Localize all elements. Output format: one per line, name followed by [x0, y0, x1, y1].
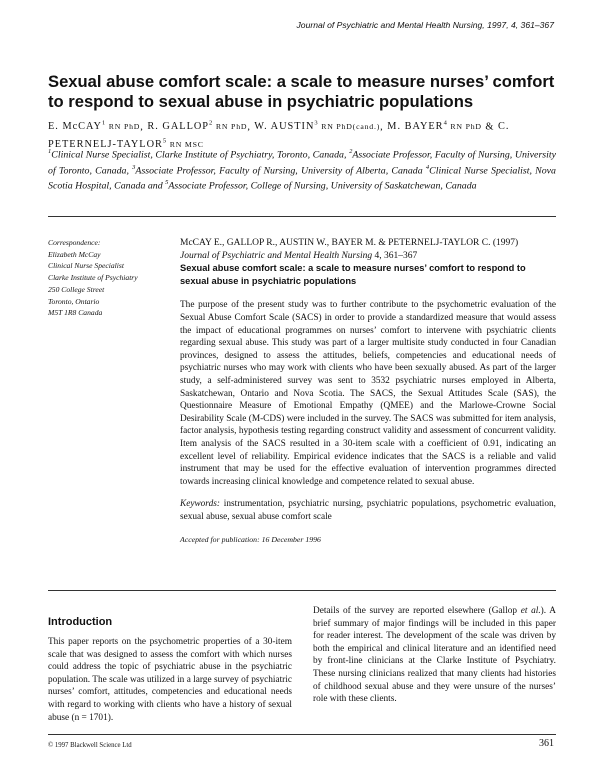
correspondence-line: Toronto, Ontario	[48, 296, 100, 306]
correspondence-line: Clinical Nurse Specialist	[48, 261, 124, 271]
citation-volume: 4, 361–367	[372, 250, 418, 261]
abstract-text: The purpose of the present study was to further contribute to the psychometric evaluation of the Sexual Abuse Comfort Scale (SACS) in order to provide a standardized measure that would assess the impact of educational programmes on nurses’ comfort to intervene with psychiatric clients regarding sexual abuse. This study was part of a larger multisite study conducted in four Canadian provinces, designed to assess the attitudes, beliefs, competencies and educational needs of psychiatric nurses who may work with clients who have been sexually abused. As part of the larger study, a self-administered survey was sent to 3532 psychiatric nurses employed in Alberta, Saskatchewan, Ontario and Nova Scotia. The SACS, the Sexual Attitudes Scale (SAS), the Questionnaire Measure of Emotional Empathy (QMEE) and the Marlowe-Crowne Social Desirability Scale (M-CDS) were included in the survey. The SACS was submitted for item analysis, factor analysis, hypothesis testing regarding construct validity and assessment of concurrent validity. Item analysis of the SACS resulted in a 30-item scale with a coefficient of 0.91, indicating an excellent level of reliability. Empirical evidence indicates that the SACS is a reliable and valid instrument that may be used for the effective evaluation of intervention programmes directed towards increasing clinical knowledge and competence related to sexual abuse.	[180, 300, 556, 487]
copyright-notice: © 1997 Blackwell Science Ltd	[48, 742, 132, 749]
correspondence-line: Clarke Institute of Psychiatry	[48, 273, 138, 283]
header-divider	[48, 216, 556, 217]
author: E. McCAY$^1$ RN PhD	[48, 120, 141, 133]
author: R. GALLOP$^2$ RN PhD	[147, 120, 248, 133]
abstract-divider	[48, 590, 556, 591]
citation	[180, 237, 556, 262]
author-affiliations: $^1$Clinical Nurse Specialist, Clarke Institute of Psychiatry, Toronto, Canada, $^2$Associate Professor, Faculty of Nursing, University of Toronto, Canada, $^3$Associate Professor, Faculty of Nursing, University of Alberta, Canada $^4$Clinical Nurse Specialist, Nova Scotia Hospital, Canada and $^5$Associate Professor, College of Nursing, University of Saskatchewan, Canada	[48, 148, 557, 192]
keywords-text: instrumentation, psychiatric nursing, psychiatric populations, psychometric evaluation, sexual abuse, sexual abuse comfort scale	[180, 499, 556, 522]
abstract-section	[180, 237, 556, 544]
correspondence-label: Correspondence:	[48, 238, 101, 247]
correspondence-line: M5T 1R8 Canada	[48, 308, 103, 318]
introduction-heading: Introduction	[48, 616, 113, 628]
keywords	[180, 498, 556, 523]
footer-divider	[48, 734, 556, 735]
body-column-left: This paper reports on the psychometric properties of a 30-item scale that was designed to assess the comfort with which nurses could address the topic of psychiatric abuse in the psychiatric population. The scale was utilized in a large survey of psychiatric nurses’ comfort, attitudes, competencies and educational needs with regard to working with clients who have a history of sexual abuse (n = 1701).	[48, 637, 292, 723]
author-list: E. McCAY$^1$ RN PhD, R. GALLOP$^2$ RN PhD, W. AUSTIN$^3$ RN PhD(cand.), M. BAYER$^4$ RN PhD & C. PETERNELJ-TAYLOR$^5$ RN MSC	[48, 120, 510, 150]
journal-running-header: Journal of Psychiatric and Mental Health Nursing, 1997, 4, 361–367	[296, 20, 554, 30]
accepted-date: Accepted for publication: 16 December 1996	[180, 535, 321, 545]
citation-title: Sexual abuse comfort scale: a scale to measure nurses’ comfort to respond to sexual abuse in psychiatric populations	[180, 263, 526, 286]
correspondence-line: Elizabeth McCay	[48, 249, 101, 259]
keywords-label: Keywords:	[180, 499, 220, 510]
citation-journal: Journal of Psychiatric and Mental Health Nursing	[180, 250, 373, 261]
page-number: 361	[539, 738, 554, 749]
correspondence-line: 250 College Street	[48, 284, 105, 294]
author: C. PETERNELJ-TAYLOR$^5$ RN MSC	[48, 121, 510, 150]
citation-authors: McCAY E., GALLOP R., AUSTIN W., BAYER M. & PETERNELJ-TAYLOR C. (1997)	[180, 238, 519, 248]
author: W. AUSTIN$^3$ RN PhD(cand.)	[254, 120, 381, 133]
correspondence-block	[48, 237, 168, 319]
author: M. BAYER$^4$ RN PhD	[387, 120, 482, 133]
body-column-right: Details of the survey are reported elsewhere (Gallop et al.). A brief summary of major findings will be included in this paper for reader interest. The development of the scale was driven by both the empirical and clinical literature and an identified need by front-line clinicians at the Clarke Institute of Psychiatry. These nursing clinicians realized that many clients had histories of childhood sexual abuse and they were unsure of the nurses’ role with these clients.	[313, 606, 556, 705]
article-title: Sexual abuse comfort scale: a scale to measure nurses’ comfort to respond to sexual abuse in psychiatric populations	[48, 72, 555, 111]
